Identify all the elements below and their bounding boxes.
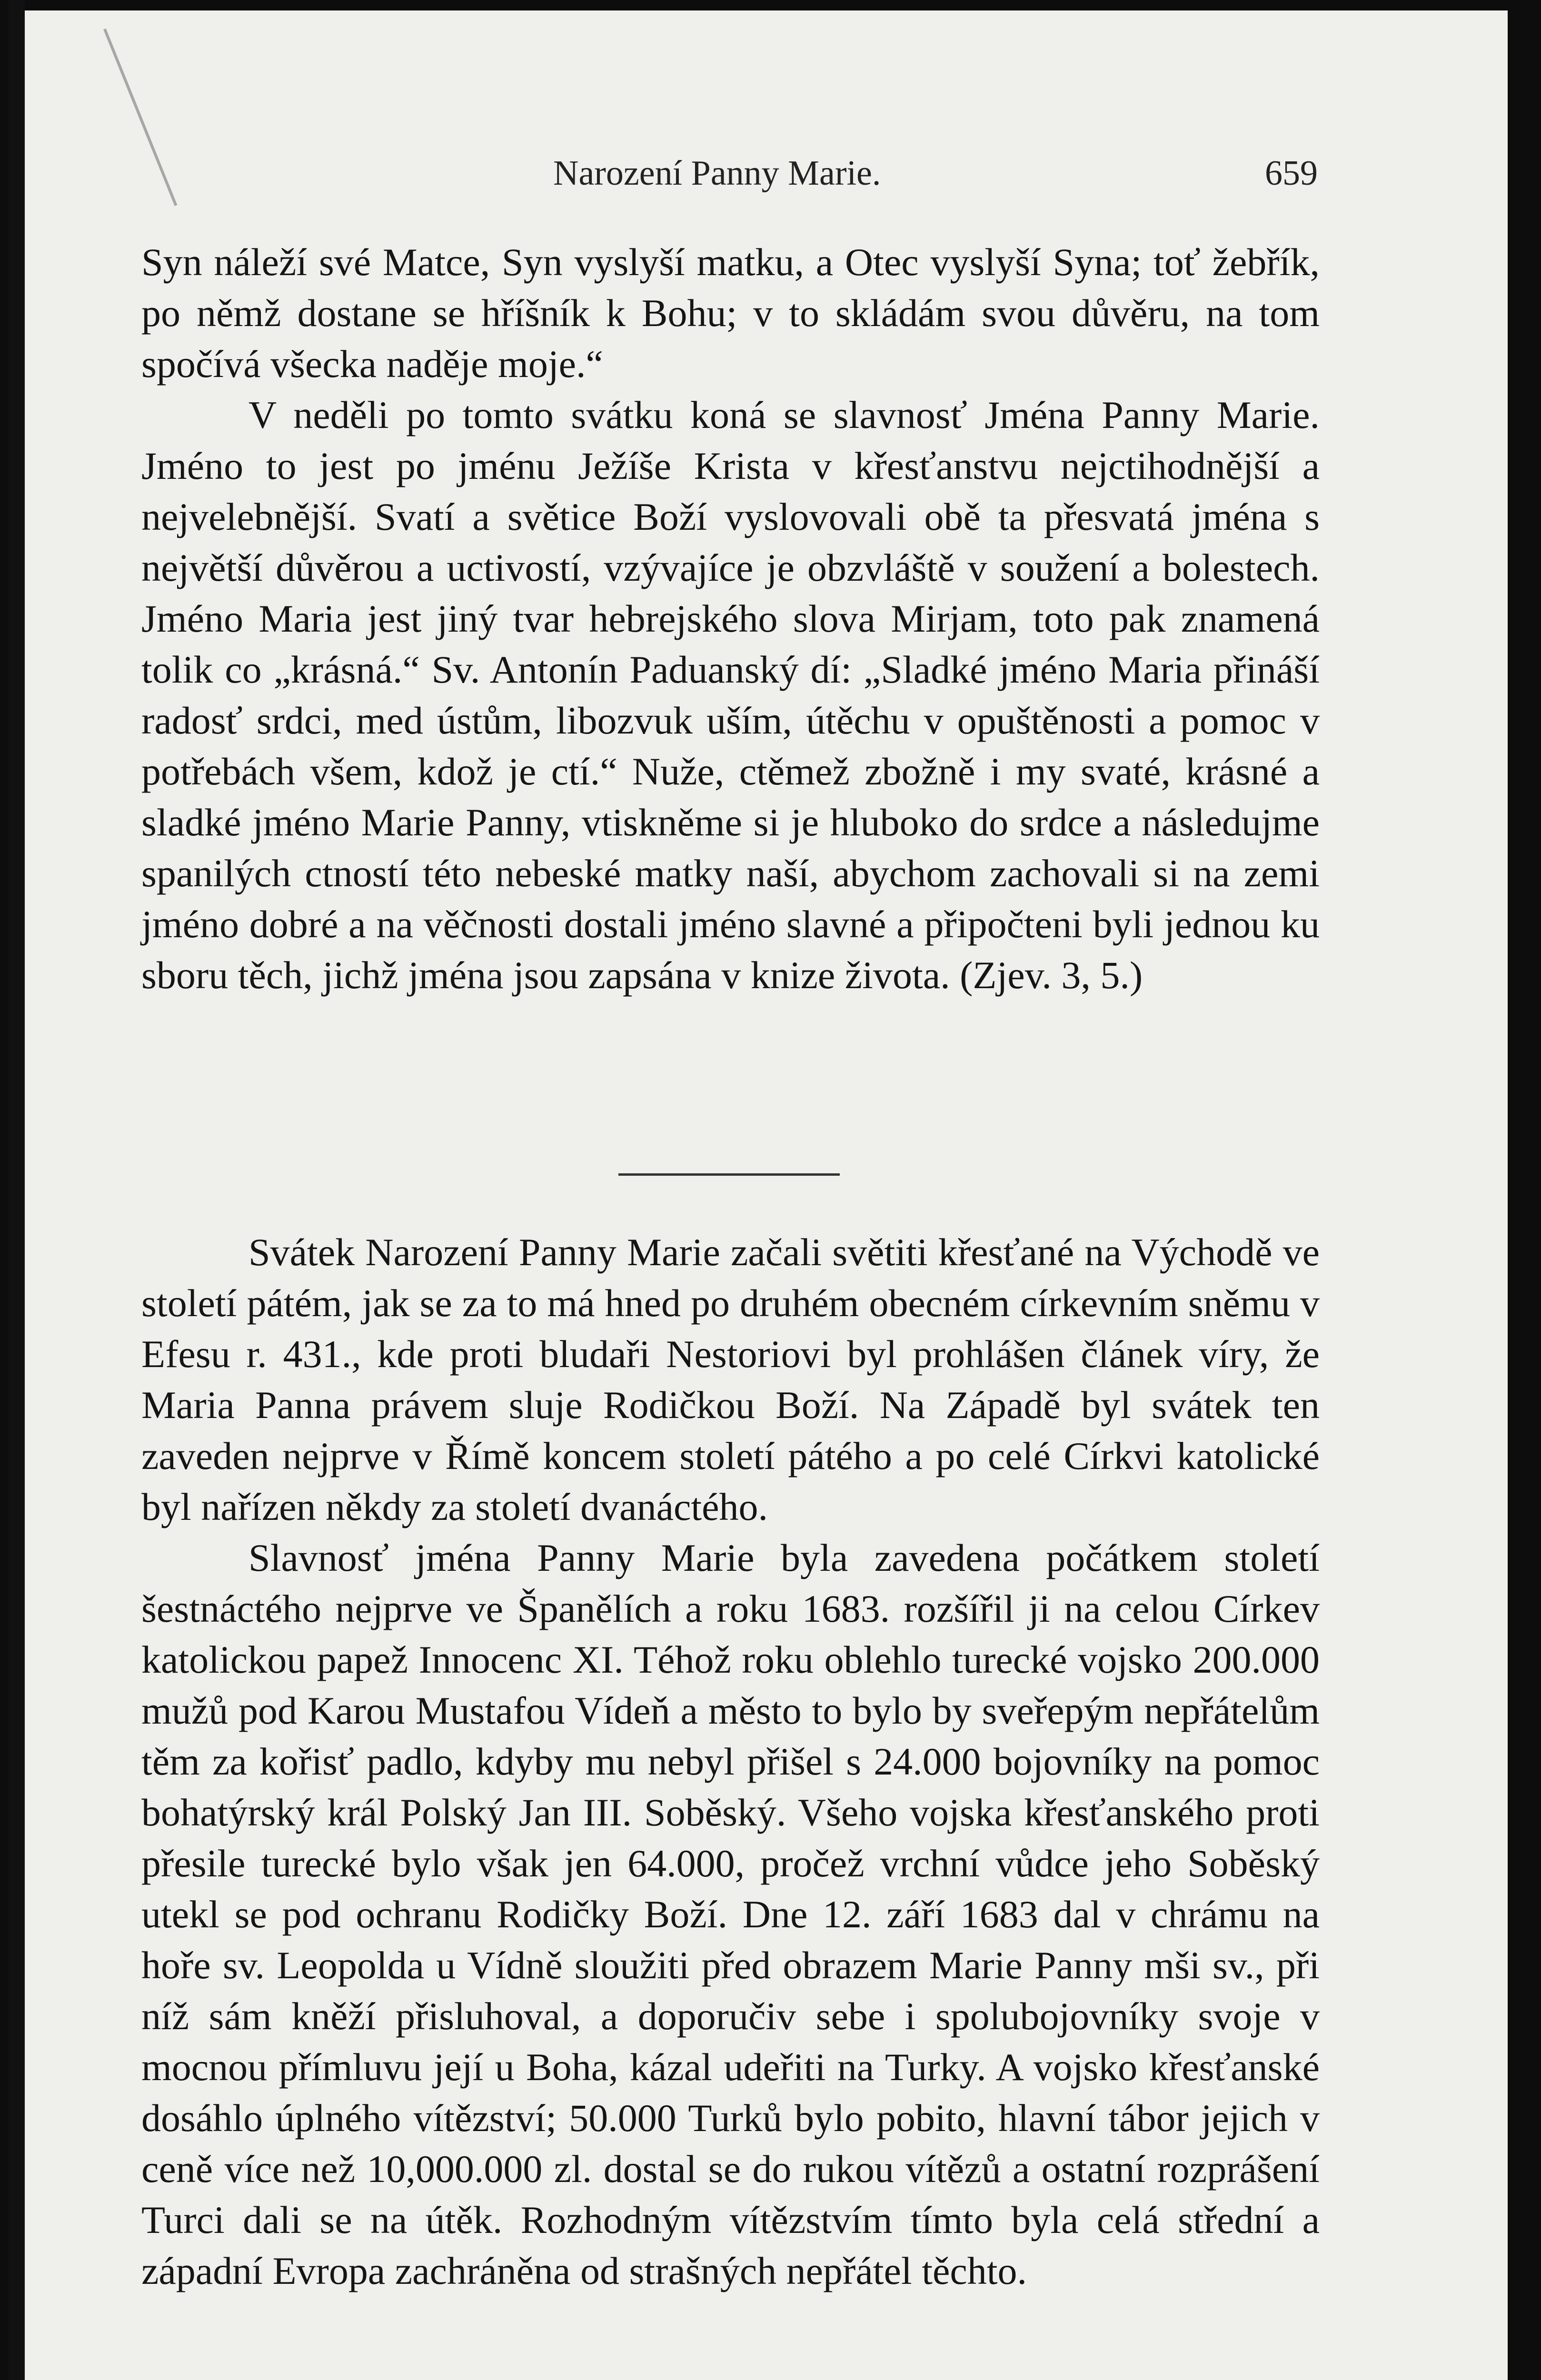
paragraph-vienna-1683: Slavnosť jména Panny Marie byla zavedena počátkem století šestnáctého nejprve ve Španělích a roku 1683. rozšířil ji na celou Církev katolickou papež Innocenc XI. Téhož roku oblehlo turecké vojsko 200.000 mužů pod Karou Mustafou Vídeň a město to bylo by sveřepým nepřátelům těm za kořisť padlo, kdyby mu nebyl přišel s 24.000 bojovníky na pomoc bohatýrský král Polský Jan III. Soběský. Všeho vojska křesťanského proti přesile turecké bylo však jen 64.000, pročež vrchní vůdce jeho Soběský utekl se pod ochranu Rodičky Boží. Dne 12. září 1683 dal v chrámu na hoře sv. Leopolda u Vídně sloužiti před obrazem Marie Panny mši sv., při níž sám kněží přisluhoval, a doporučiv sebe i spolubojovníky svoje v mocnou přímluvu její u Boha, kázal udeřiti na Turky. A vojsko křesťanské dosáhlo úplného vítězství; 50.000 Turků bylo pobito, hlavní tábor jejich v ceně více než 10,000.000 zl. dostal se do rukou vítězů a ostatní rozprášení Turci dali se na útěk. Rozhodným vítězstvím tímto byla celá střední a západní Evropa zachráněna od strašných nepřátel těchto. [141,1536,1320,2292]
running-header [25,149,1508,206]
paragraph-feast-history: Svátek Narození Panny Marie začali světiti křesťané na Východě ve století pátém, jak se za to má hned po druhém obecném církevním sněmu v Efesu r. 431., kde proti bludaři Nestoriovi byl prohlášen článek víry, že Maria Panna právem sluje Rodičkou Boží. Na Západě byl svátek ten zaveden nejprve v Římě koncem století pátého a po celé Církvi katolické byl nařízen někdy za století dvanáctého. [141,1230,1320,1528]
paragraph-continuation: Syn náleží své Matce, Syn vyslyší matku, a Otec vyslyší Syna; toť žebřík, po němž dostane se hříšník k Bohu; v to skládám svou důvěru, na tom spočívá všecka naděje moje.“ [141,240,1320,386]
section-divider-rule [618,1173,840,1176]
book-spine-shadow [9,0,25,2380]
book-page [25,10,1508,2380]
page-number: 659 [1265,154,1318,193]
running-header-title: Narození Panny Marie. [553,154,881,193]
text-block-top [141,237,1320,1001]
text-block-bottom [141,1227,1320,2296]
paragraph-name-of-mary: V neděli po tomto svátku koná se slavnosť Jména Panny Marie. Jméno to jest po jménu Ježíše Krista v křesťanstvu nejctihodnější a nejvelebnější. Svatí a světice Boží vyslovovali obě ta přesvatá jména s největší důvěrou a uctivostí, vzývajíce je obzvláště v soužení a bolestech. Jméno Maria jest jiný tvar hebrejského slova Mirjam, toto pak znamená tolik co „krásná.“ Sv. Antonín Paduanský dí: „Sladké jméno Maria přináší radosť srdci, med ústům, libozvuk uším, útěchu v opuštěnosti a pomoc v potřebách všem, kdož je ctí.“ Nuže, ctěmež zbožně i my svaté, krásné a sladké jméno Marie Panny, vtiskněme si je hluboko do srdce a následujme spanilých ctností této nebeské matky naší, abychom zachovali si na zemi jméno dobré a na věčnosti dostali jméno slavné a připočteni byli jednou ku sboru těch, jichž jména jsou zapsána v knize života. (Zjev. 3, 5.) [141,393,1320,997]
